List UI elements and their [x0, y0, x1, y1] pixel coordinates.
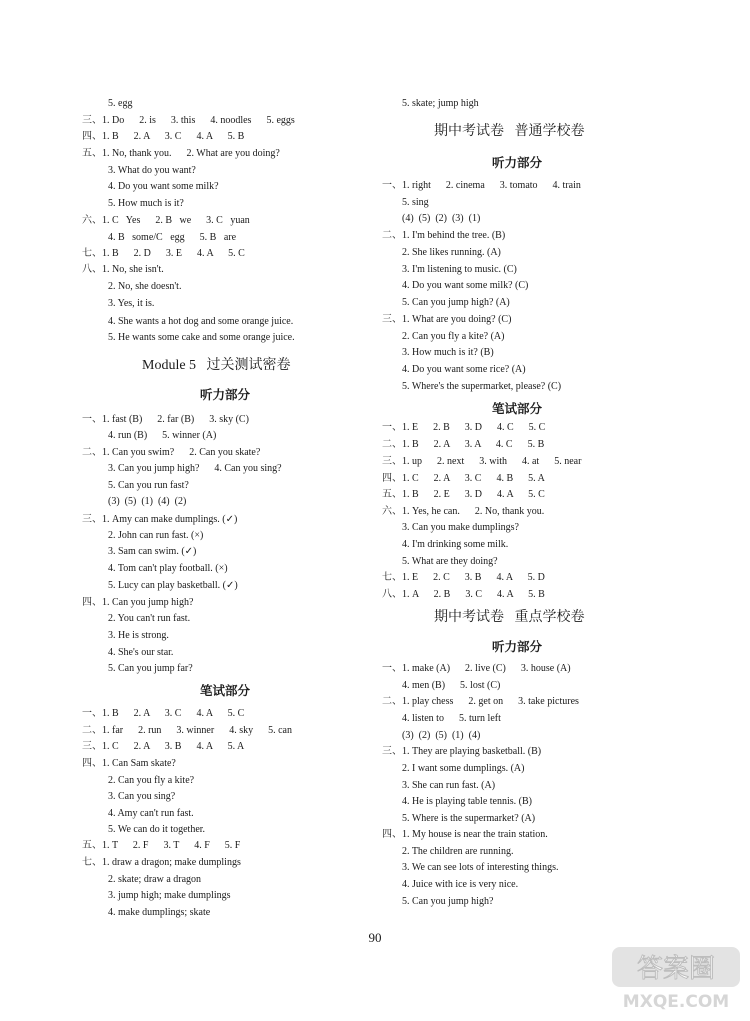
answer-line: 4. Amy can't run fast.	[108, 808, 194, 819]
answer-line: 5. Can you jump high? (A)	[402, 297, 510, 308]
answer-line: 5. Can you jump high?	[402, 896, 494, 907]
answer-line: 5. Where's the supermarket, please? (C)	[402, 381, 562, 392]
answer-line: 六、1. Yes, he can. 2. No, thank you.	[382, 506, 545, 517]
left-section-heading: 听力部分	[200, 388, 251, 402]
answer-line: 3. She can run fast. (A)	[402, 780, 496, 791]
right-section-heading: 听力部分	[492, 640, 543, 654]
answer-line: 三、1. Do 2. is 3. this 4. noodles 5. eggs	[82, 115, 295, 126]
answer-line: 4. She wants a hot dog and some orange juice.	[108, 316, 294, 327]
answer-line: 三、1. What are you doing? (C)	[382, 314, 512, 325]
answer-line: 二、1. B 2. A 3. A 4. C 5. B	[382, 439, 545, 450]
answer-line: 2. I want some dumplings. (A)	[402, 763, 525, 774]
answer-line: 三、1. C 2. A 3. B 4. A 5. A	[82, 741, 245, 752]
answer-line: 3. jump high; make dumplings	[108, 890, 231, 901]
answer-line: 4. Tom can't play football. (×)	[108, 563, 228, 574]
answer-line: 2. John can run fast. (×)	[108, 530, 204, 541]
answer-line: 3. Yes, it is.	[108, 298, 155, 309]
answer-line: 四、1. Can you jump high?	[82, 597, 194, 608]
answer-line: 5. How much is it?	[108, 198, 184, 209]
answer-line: 八、1. No, she isn't.	[82, 264, 164, 275]
answer-line: 五、1. T 2. F 3. T 4. F 5. F	[82, 840, 241, 851]
answer-line: 5. He wants some cake and some orange juice.	[108, 332, 295, 343]
answer-line: 二、1. far 2. run 3. winner 4. sky 5. can	[82, 725, 292, 736]
answer-line: 七、1. E 2. C 3. B 4. A 5. D	[382, 572, 545, 583]
answer-line: 2. No, she doesn't.	[108, 281, 182, 292]
answer-line: 四、1. B 2. A 3. C 4. A 5. B	[82, 131, 245, 142]
answer-line: 三、1. They are playing basketball. (B)	[382, 746, 542, 757]
answer-line: 5. What are they doing?	[402, 556, 498, 567]
page-number: 90	[368, 930, 382, 945]
watermark-logo-title: 答案圈	[636, 954, 716, 984]
answer-line: 一、1. fast (B) 2. far (B) 3. sky (C)	[82, 414, 249, 425]
answer-line: 三、1. Amy can make dumplings. (✓)	[82, 514, 238, 525]
answer-line: 4. make dumplings; skate	[108, 907, 211, 918]
left-section-heading: Module 5 过关测试密卷	[142, 358, 291, 373]
answer-line: 一、1. right 2. cinema 3. tomato 4. train	[382, 180, 581, 191]
answer-line: 2. You can't run fast.	[108, 613, 191, 624]
answer-line: 四、1. C 2. A 3. C 4. B 5. A	[382, 473, 545, 484]
answer-line: 二、1. play chess 2. get on 3. take pictures	[382, 696, 579, 707]
answer-line: 一、1. E 2. B 3. D 4. C 5. C	[382, 422, 546, 433]
answer-line: 3. What do you want?	[108, 165, 196, 176]
answer-line: 四、1. Can Sam skate?	[82, 758, 176, 769]
answer-line: 5. egg	[108, 98, 133, 109]
answer-line: 4. She's our star.	[108, 647, 174, 658]
right-section-heading: 听力部分	[492, 156, 543, 170]
answer-line: 3. I'm listening to music. (C)	[402, 264, 517, 275]
answer-line: 4. Do you want some rice? (A)	[402, 364, 526, 375]
answer-line: 4. Juice with ice is very nice.	[402, 879, 519, 890]
answer-line: 3. He is strong.	[108, 630, 169, 641]
answer-line: 4. Do you want some milk? (C)	[402, 280, 529, 291]
answer-line: 5. Can you jump far?	[108, 663, 193, 674]
answer-line: 4. men (B) 5. lost (C)	[402, 680, 501, 691]
answer-line: 5. skate; jump high	[402, 98, 479, 109]
answer-line: 3. Sam can swim. (✓)	[108, 546, 197, 557]
answer-line: 一、1. B 2. A 3. C 4. A 5. C	[82, 708, 245, 719]
answer-line: 3. Can you make dumplings?	[402, 522, 519, 533]
left-section-heading: 笔试部分	[200, 684, 251, 698]
answer-line: 3. Can you jump high? 4. Can you sing?	[108, 463, 282, 474]
answer-line: 六、1. C Yes 2. B we 3. C yuan	[82, 215, 250, 226]
answer-line: 4. run (B) 5. winner (A)	[108, 430, 217, 441]
answer-line: (3) (2) (5) (1) (4)	[402, 730, 481, 741]
right-section-heading: 期中考试卷 重点学校卷	[434, 610, 585, 625]
answer-line: 七、1. draw a dragon; make dumplings	[82, 857, 241, 868]
answer-line: 2. Can you fly a kite? (A)	[402, 331, 505, 342]
right-section-heading: 期中考试卷 普通学校卷	[434, 124, 585, 139]
answer-line: (3) (5) (1) (4) (2)	[108, 496, 187, 507]
answer-line: 5. sing	[402, 197, 429, 208]
answer-line: 2. Can you fly a kite?	[108, 775, 195, 786]
answer-line: 4. listen to 5. turn left	[402, 713, 501, 724]
answer-line: 二、1. I'm behind the tree. (B)	[382, 230, 506, 241]
answer-line: 三、1. up 2. next 3. with 4. at 5. near	[382, 456, 582, 467]
answer-line: 五、1. B 2. E 3. D 4. A 5. C	[382, 489, 545, 500]
answer-line: 七、1. B 2. D 3. E 4. A 5. C	[82, 248, 245, 259]
answer-line: 3. We can see lots of interesting things.	[402, 862, 559, 873]
answer-line: 3. Can you sing?	[108, 791, 176, 802]
answer-line: 2. The children are running.	[402, 846, 514, 857]
answer-line: 2. skate; draw a dragon	[108, 874, 202, 885]
watermark-logo-url: MXQE.COM	[622, 992, 730, 1012]
right-section-heading: 笔试部分	[492, 402, 543, 416]
answer-line: 4. Do you want some milk?	[108, 181, 219, 192]
answer-line: 四、1. My house is near the train station.	[382, 829, 548, 840]
answer-line: 八、1. A 2. B 3. C 4. A 5. B	[382, 589, 545, 600]
answer-line: 4. I'm drinking some milk.	[402, 539, 509, 550]
answer-line: 4. B some/C egg 5. B are	[108, 232, 237, 243]
answer-line: 一、1. make (A) 2. live (C) 3. house (A)	[382, 663, 571, 674]
answer-line: 5. We can do it together.	[108, 824, 206, 835]
answer-line: 5. Can you run fast?	[108, 480, 189, 491]
watermark-logo	[610, 943, 742, 1013]
answer-line: 3. How much is it? (B)	[402, 347, 494, 358]
answer-line: 4. He is playing table tennis. (B)	[402, 796, 532, 807]
answer-line: 二、1. Can you swim? 2. Can you skate?	[82, 447, 261, 458]
answer-line: 五、1. No, thank you. 2. What are you doing?	[82, 148, 280, 159]
answer-line: 5. Where is the supermarket? (A)	[402, 813, 536, 824]
answer-line: 5. Lucy can play basketball. (✓)	[108, 580, 238, 591]
answer-line: 2. She likes running. (A)	[402, 247, 501, 258]
answer-line: (4) (5) (2) (3) (1)	[402, 213, 481, 224]
